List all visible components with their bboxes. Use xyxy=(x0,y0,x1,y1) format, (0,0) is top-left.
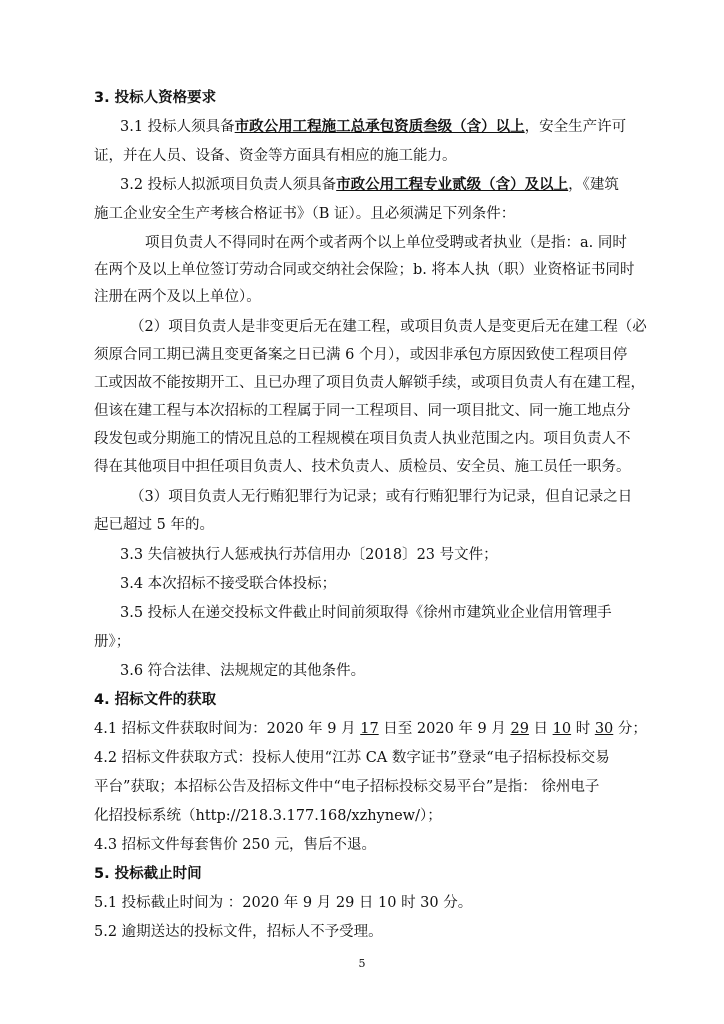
para-4-2-line-3: 化招投标系统（http://218.3.177.168/xzhynew/）； xyxy=(94,808,442,824)
para-3-2-line-2: 施工企业安全生产考核合格证书》（B 证）。且必须满足下列条件： xyxy=(94,206,516,222)
page-number: 5 xyxy=(358,957,366,970)
text: ，安全生产许可 xyxy=(524,119,627,135)
cond-2-line-5: 段发包或分期施工的情况且总的工程规模在项目负责人执业范围之内。项目负责人不 xyxy=(94,431,631,447)
para-4-1 xyxy=(94,719,647,739)
text: 3.2 投标人拟派项目负责人须具备 xyxy=(120,177,337,193)
para-5-1: 5.1 投标截止时间为 ：2020 年 9 月 29 日 10 时 30 分。 xyxy=(94,895,473,911)
end-minute: 30 xyxy=(594,721,614,737)
text: 日 xyxy=(528,721,553,737)
para-4-2-line-1: 4.2 招标文件获取方式：投标人使用“江苏 CA 数字证书”登录“电子招标投标交易 xyxy=(94,750,610,766)
cond-1-line-3: 注册在两个及以上单位）。 xyxy=(94,289,261,305)
text: 日至 2020 年 9 月 xyxy=(378,721,511,737)
text: 分； xyxy=(613,721,647,737)
para-3-4: 3.4 本次招标不接受联合体投标； xyxy=(120,576,337,592)
text: ，《建筑 xyxy=(568,177,619,193)
cond-2-line-1: （2）项目负责人是非变更后无在建工程，或项目负责人是变更后无在建工程（必 xyxy=(130,319,647,335)
section-5-heading: 5. 投标截止时间 xyxy=(94,866,202,882)
para-4-3: 4.3 招标文件每套售价 250 元，售后不退。 xyxy=(94,837,377,853)
qualification-requirement: 市政公用工程施工总承包资质叁级（含）以上 xyxy=(234,119,525,135)
end-hour: 10 xyxy=(552,721,572,737)
para-3-1-line-2: 证，并在人员、设备、资金等方面具有相应的施工能力。 xyxy=(94,148,457,164)
cond-1-line-1: 项目负责人不得同时在两个或者两个以上单位受聘或者执业（是指：a. 同时 xyxy=(145,235,627,251)
para-3-5-line-2: 册》； xyxy=(94,634,131,650)
cond-2-line-4: 但该在建工程与本次招标的工程属于同一工程项目、同一项目批文、同一施工地点分 xyxy=(94,403,631,419)
para-3-3: 3.3 失信被执行人惩戒执行苏信用办〔2018〕23 号文件； xyxy=(120,547,498,563)
cond-2-line-2: 须原合同工期已满且变更备案之日已满 6 个月），或因非承包方原因致使工程项目停 xyxy=(94,347,628,363)
para-4-2-line-2: 平台”获取；本招标公告及招标文件中“电子招标投标交易平台”是指： 徐州电子 xyxy=(94,779,600,795)
para-3-6: 3.6 符合法律、法规规定的其他条件。 xyxy=(120,663,366,679)
start-day: 17 xyxy=(360,721,379,737)
cond-1-line-2: 在两个及以上单位签订劳动合同或交纳社会保险；b. 将本人执（职）业资格证书同时 xyxy=(94,262,635,278)
text: 3.1 投标人须具备 xyxy=(120,119,235,135)
cond-2-line-3: 工或因故不能按期开工、且已办理了项目负责人解锁手续，或项目负责人有在建工程， xyxy=(94,375,645,391)
text: 4.1 招标文件获取时间为：2020 年 9 月 xyxy=(94,721,361,737)
section-3-heading: 3. 投标人资格要求 xyxy=(94,90,217,106)
manager-qualification: 市政公用工程专业贰级（含）及以上 xyxy=(336,177,569,193)
para-3-2-line-1 xyxy=(120,175,668,195)
text: 时 xyxy=(571,721,595,737)
end-day: 29 xyxy=(510,721,529,737)
para-3-5-line-1: 3.5 投标人在递交投标文件截止时间前须取得《徐州市建筑业企业信用管理手 xyxy=(120,605,612,621)
cond-3-line-1: （3）项目负责人无行贿犯罪行为记录；或有行贿犯罪行为记录，但自记录之日 xyxy=(130,489,633,505)
cond-2-line-6: 得在其他项目中担任项目负责人、技术负责人、质检员、安全员、施工员任一职务。 xyxy=(94,459,631,475)
section-4-heading: 4. 招标文件的获取 xyxy=(94,692,217,708)
para-5-2: 5.2 逾期送达的投标文件，招标人不予受理。 xyxy=(94,924,383,940)
cond-3-line-2: 起已超过 5 年的。 xyxy=(94,517,214,533)
para-3-1-line-1 xyxy=(120,117,668,137)
